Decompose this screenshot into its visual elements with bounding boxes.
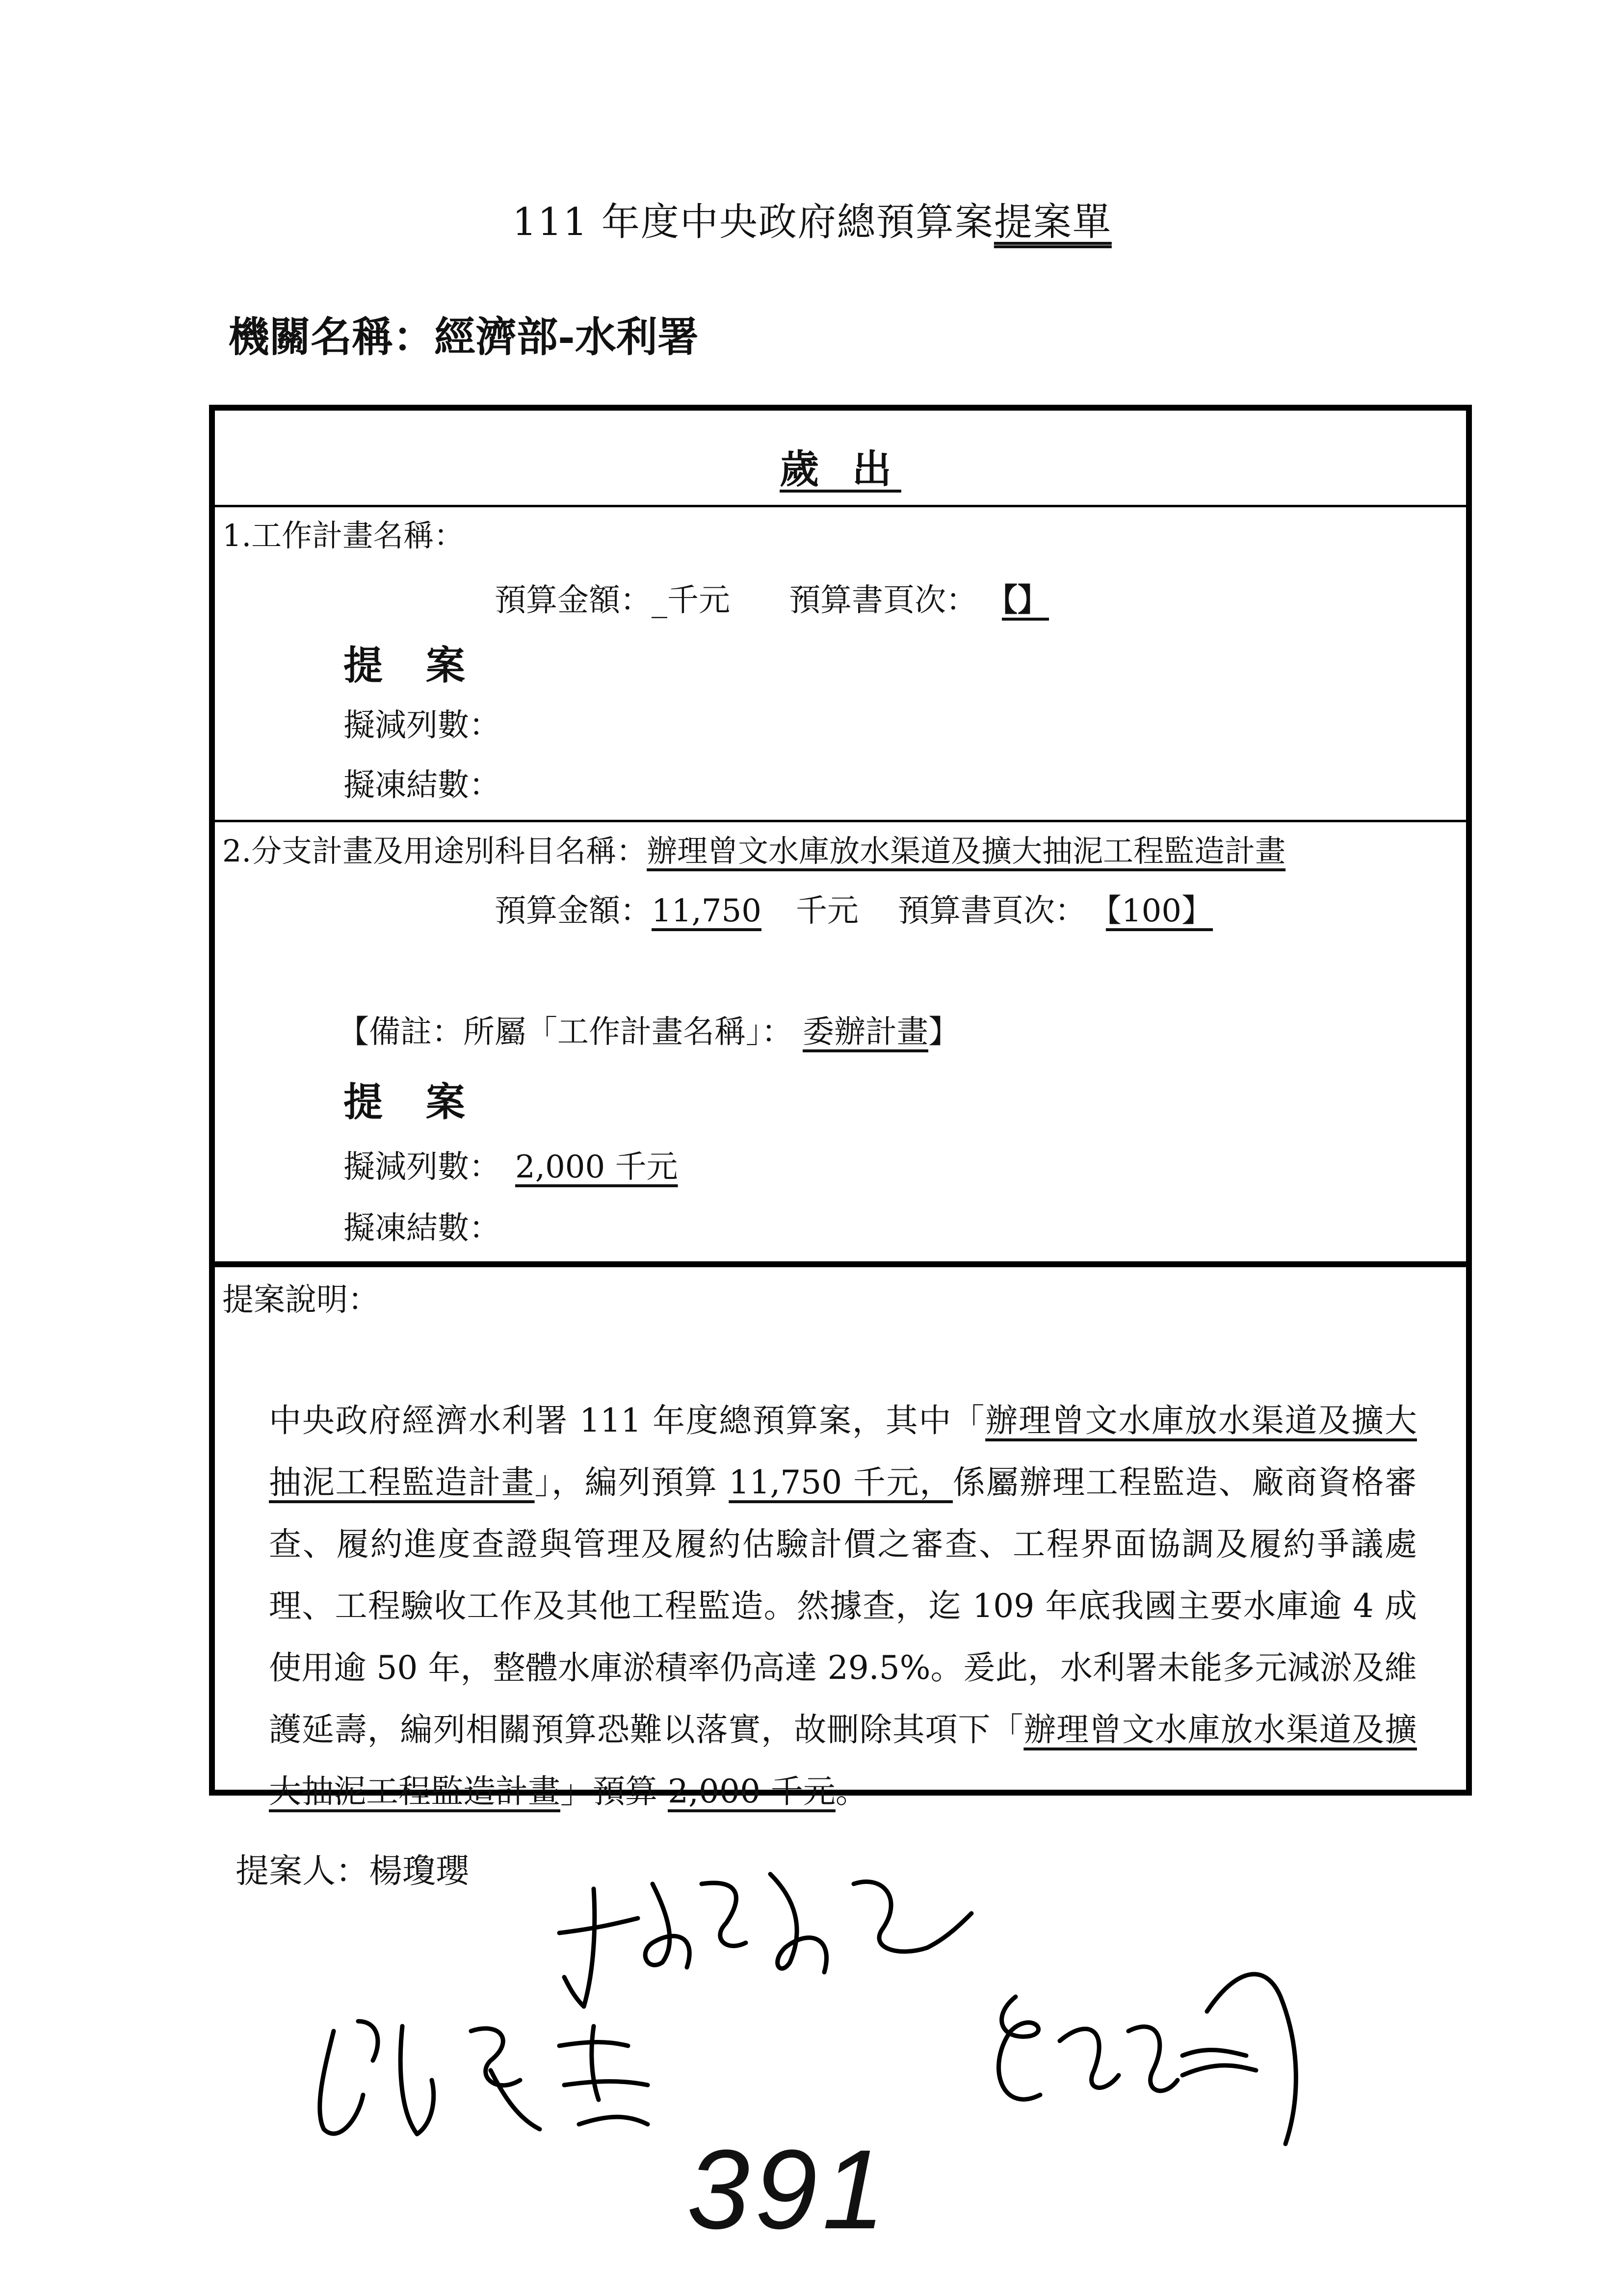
item1-budget-label: 預算金額：_千元 — [495, 582, 730, 619]
signature-1 — [540, 1854, 1006, 2016]
note-prefix: 【備註：所屬「工作計畫名稱」： — [338, 1014, 793, 1050]
item2-proposal-heading: 提 案 — [343, 1079, 480, 1125]
agency-value: 經濟部-水利署 — [434, 313, 699, 361]
page-number: 391 — [687, 2126, 890, 2252]
item2-title-line — [222, 827, 1285, 870]
section-header: 歲 出 — [780, 446, 901, 492]
agency-label: 機關名稱： — [228, 313, 435, 361]
item2-freeze-label: 擬凍結數： — [343, 1210, 500, 1247]
text-run: 」，編列預算 — [534, 1463, 729, 1501]
item1-page-label: 預算書頁次： — [789, 582, 977, 619]
item2-budget-label: 預算金額： — [495, 893, 652, 929]
title-underlined: 提案單 — [994, 200, 1112, 244]
item1-reduce-label: 擬減列數： — [343, 707, 500, 744]
proposer-name: 楊瓊瓔 — [369, 1852, 470, 1891]
item2-page-label: 預算書頁次： — [897, 893, 1086, 929]
signature-3 — [971, 1957, 1325, 2154]
project-name: 辦理曾文水庫放水渠道及擴大抽泥工程監造計畫 — [269, 1711, 1417, 1810]
cut-amount: 2,000 千元 — [667, 1773, 836, 1810]
item2-reduce-label: 擬減列數： — [343, 1149, 500, 1185]
text-run: 。 — [835, 1773, 868, 1810]
text-run: 係屬辦理工程監造、廠商資格審查、履約進度查證與管理及履約估驗計價之審查、工程界面協調及履約爭議處理、工程驗收工作及其他工程監造。然據查，迄 109 年底我國主要水庫逾 4 成使用逾 50 年，整體水庫淤積率仍高達 29.5%。爰此，水利署未能多元減淤及維護延壽，編列相關預算恐難以落實，故刪除其項下「 — [269, 1463, 1417, 1748]
item1-budget-line — [495, 575, 1074, 620]
divider — [215, 505, 1466, 507]
signature-2 — [304, 2002, 697, 2149]
document-title — [0, 191, 1624, 246]
item2-name: 辦理曾文水庫放水渠道及擴大抽泥工程監造計畫 — [647, 833, 1286, 869]
item2-budget-line — [495, 886, 1237, 931]
proposer-line — [236, 1845, 469, 1892]
agency-line — [228, 304, 699, 364]
item1-proposal-heading: 提 案 — [343, 642, 480, 688]
item1-label: 1.工作計畫名稱： — [222, 518, 465, 553]
item2-note — [338, 1007, 960, 1052]
item2-budget-value: 11,750 — [652, 893, 761, 929]
explanation-text — [269, 1390, 1417, 1823]
divider — [215, 820, 1466, 822]
budget-amount: 11,750 千元， — [729, 1463, 953, 1501]
text-run: 中央政府經濟水利署 111 年度總預算案，其中「 — [269, 1402, 986, 1439]
note-suffix: 】 — [928, 1014, 960, 1050]
item1-page-value: 【】 — [1002, 582, 1049, 619]
item2-reduce-value: 2,000 千元 — [515, 1149, 678, 1185]
note-value: 委辦計畫 — [803, 1014, 928, 1050]
project-name: 辦理曾文水庫放水渠道及擴大抽泥工程監造計畫 — [269, 1402, 1417, 1501]
item1-freeze-label: 擬凍結數： — [343, 767, 500, 804]
text-run: 」預算 — [560, 1773, 668, 1810]
item2-page-value: 【100】 — [1105, 893, 1213, 929]
explanation-section — [215, 1267, 1466, 1810]
explanation-label: 提案說明： — [222, 1282, 379, 1318]
item2-reduce-line — [343, 1142, 678, 1187]
divider — [215, 1261, 1466, 1267]
proposer-label: 提案人： — [236, 1852, 369, 1891]
item2-budget-unit: 千元 — [795, 893, 859, 929]
proposal-table — [209, 405, 1472, 1810]
item2-label: 2.分支計畫及用途別科目名稱： — [222, 833, 647, 869]
title-main: 111 年度中央政府總預算案 — [512, 200, 994, 244]
